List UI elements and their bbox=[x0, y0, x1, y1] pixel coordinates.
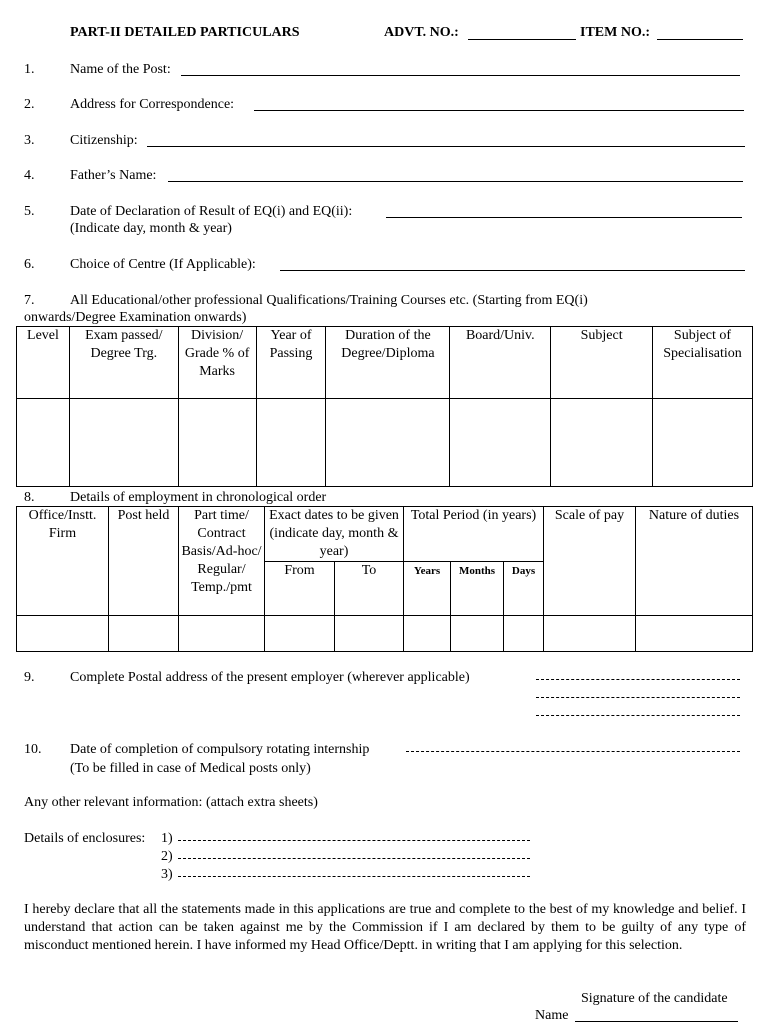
enclosure-field-1[interactable] bbox=[178, 840, 530, 841]
column-header: Part time/ Contract Basis/Ad-hoc/ Regular/ Temp./pmt bbox=[179, 507, 265, 616]
citizenship-field[interactable] bbox=[147, 146, 745, 147]
column-header: Office/Instt. Firm bbox=[17, 507, 109, 616]
declaration-date-label: Date of Declaration of Result of EQ(i) and EQ(ii): bbox=[70, 204, 353, 219]
table-cell[interactable] bbox=[636, 616, 753, 652]
father-name-label: Father’s Name: bbox=[70, 168, 157, 183]
table-cell[interactable] bbox=[178, 399, 256, 487]
column-header: Duration of the Degree/Diploma bbox=[326, 327, 450, 399]
table-cell[interactable] bbox=[17, 616, 109, 652]
qualifications-table bbox=[16, 326, 753, 487]
item-number: 5. bbox=[24, 204, 35, 219]
column-header: Post held bbox=[109, 507, 179, 616]
column-header: Year of Passing bbox=[256, 327, 326, 399]
name-field[interactable] bbox=[575, 1021, 738, 1022]
column-header: Years bbox=[404, 562, 451, 616]
internship-label: Date of completion of compulsory rotating internship bbox=[70, 742, 370, 757]
enclosure-field-2[interactable] bbox=[178, 858, 530, 859]
table-cell[interactable] bbox=[504, 616, 544, 652]
table-cell[interactable] bbox=[451, 616, 504, 652]
item-number: 7. bbox=[24, 293, 35, 308]
item-no-label: ITEM NO.: bbox=[580, 25, 650, 40]
table-cell[interactable] bbox=[109, 616, 179, 652]
page-title: PART-II DETAILED PARTICULARS bbox=[70, 25, 300, 40]
table-cell[interactable] bbox=[551, 399, 653, 487]
advt-no-field[interactable] bbox=[468, 39, 576, 40]
table-cell[interactable] bbox=[17, 399, 70, 487]
item-number: 8. bbox=[24, 490, 35, 505]
employer-address-field-1[interactable] bbox=[536, 679, 740, 680]
item-number: 3. bbox=[24, 133, 35, 148]
column-header: From bbox=[265, 562, 335, 616]
table-cell[interactable] bbox=[450, 399, 551, 487]
post-field[interactable] bbox=[181, 75, 740, 76]
table-cell[interactable] bbox=[326, 399, 450, 487]
table-cell[interactable] bbox=[265, 616, 335, 652]
enclosures-label: Details of enclosures: bbox=[24, 831, 146, 846]
enclosure-number: 2) bbox=[161, 849, 173, 864]
item-number: 4. bbox=[24, 168, 35, 183]
column-header: Total Period (in years) bbox=[404, 507, 544, 562]
item-number: 9. bbox=[24, 670, 35, 685]
column-header: Days bbox=[504, 562, 544, 616]
internship-date-field[interactable] bbox=[406, 751, 740, 752]
employer-address-field-2[interactable] bbox=[536, 697, 740, 698]
enclosure-number: 3) bbox=[161, 867, 173, 882]
enclosure-field-3[interactable] bbox=[178, 876, 530, 877]
enclosure-number: 1) bbox=[161, 831, 173, 846]
address-field[interactable] bbox=[254, 110, 744, 111]
qualifications-label-cont: onwards/Degree Examination onwards) bbox=[24, 310, 247, 325]
table-cell[interactable] bbox=[69, 399, 178, 487]
centre-field[interactable] bbox=[280, 270, 745, 271]
declaration-date-field[interactable] bbox=[386, 217, 742, 218]
item-number: 1. bbox=[24, 62, 35, 77]
table-cell[interactable] bbox=[544, 616, 636, 652]
advt-no-label: ADVT. NO.: bbox=[384, 25, 459, 40]
table-header-row bbox=[17, 507, 753, 562]
column-header: Subject of Specialisation bbox=[653, 327, 753, 399]
table-header-row bbox=[17, 327, 753, 399]
item-no-field[interactable] bbox=[657, 39, 743, 40]
column-header: Board/Univ. bbox=[450, 327, 551, 399]
employer-address-label: Complete Postal address of the present employer (wherever applicable) bbox=[70, 670, 470, 685]
declaration-paragraph: I hereby declare that all the statements made in this applications are true and complete to the best of my knowledge and belief. I understand that action can be taken against me by the Commission if I am declared by them to be guilty of any type of misconduct mentioned herein. I have informed my Head Office/Deptt. in writing that I am applying for this selection. bbox=[24, 902, 746, 953]
table-cell[interactable] bbox=[404, 616, 451, 652]
item-number: 10. bbox=[24, 742, 42, 757]
table-row bbox=[17, 616, 753, 652]
declaration-date-note: (Indicate day, month & year) bbox=[70, 221, 232, 236]
signature-label: Signature of the candidate bbox=[581, 991, 728, 1006]
address-label: Address for Correspondence: bbox=[70, 97, 235, 112]
column-header: Nature of duties bbox=[636, 507, 753, 616]
father-name-field[interactable] bbox=[168, 181, 743, 182]
column-header: Scale of pay bbox=[544, 507, 636, 616]
employer-address-field-3[interactable] bbox=[536, 715, 740, 716]
centre-label: Choice of Centre (If Applicable): bbox=[70, 257, 256, 272]
column-header: Subject bbox=[551, 327, 653, 399]
other-info-label: Any other relevant information: (attach extra sheets) bbox=[24, 795, 318, 810]
column-header: Exam passed/ Degree Trg. bbox=[69, 327, 178, 399]
table-row bbox=[17, 399, 753, 487]
column-header: Exact dates to be given (indicate day, month & year) bbox=[265, 507, 404, 562]
column-header: To bbox=[335, 562, 404, 616]
name-label: Name bbox=[535, 1008, 569, 1023]
column-header: Months bbox=[451, 562, 504, 616]
table-cell[interactable] bbox=[179, 616, 265, 652]
employment-table bbox=[16, 506, 753, 652]
internship-note: (To be filled in case of Medical posts only) bbox=[70, 761, 311, 776]
column-header: Division/ Grade % of Marks bbox=[178, 327, 256, 399]
post-label: Name of the Post: bbox=[70, 62, 171, 77]
employment-label: Details of employment in chronological order bbox=[70, 490, 327, 505]
table-cell[interactable] bbox=[653, 399, 753, 487]
column-header: Level bbox=[17, 327, 70, 399]
item-number: 2. bbox=[24, 97, 35, 112]
table-cell[interactable] bbox=[335, 616, 404, 652]
item-number: 6. bbox=[24, 257, 35, 272]
citizenship-label: Citizenship: bbox=[70, 133, 138, 148]
qualifications-label: All Educational/other professional Qualifications/Training Courses etc. (Starting from EQ(i) bbox=[70, 293, 588, 308]
table-cell[interactable] bbox=[256, 399, 326, 487]
